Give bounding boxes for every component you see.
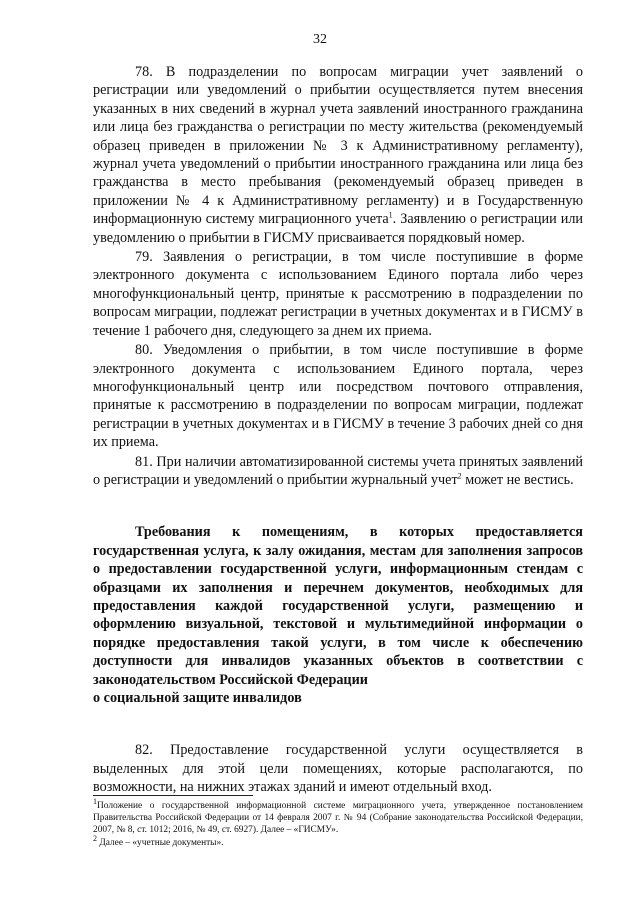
footnote-mark: 2 <box>93 833 97 843</box>
page-number: 32 <box>313 32 327 47</box>
footnote-ref-1: 1 <box>388 210 393 220</box>
paragraph-80 <box>93 341 583 451</box>
document-body <box>93 63 583 798</box>
paragraph-text: Заявления о регистрации, в том числе поступившие в форме электронного документа с использованием Единого портала либо через многофункциональный центр, принятые к рассмотрению в подразделении по вопросам миграции, подлежат регистрации в учетных документах и в ГИСМУ в течение 1 рабочего дня, следующего за днем их приема. <box>93 249 584 339</box>
footnote-2 <box>93 833 583 849</box>
paragraph-text: Предоставление государственной услуги осуществляется в выделенных для этой цели помещениях, которые располагаются, по возможности, на нижних этажах зданий и имеют отдельный вход. <box>93 742 584 796</box>
paragraph-78 <box>93 63 583 247</box>
footnote-ref-2: 2 <box>457 471 462 481</box>
footnote-divider <box>93 795 253 796</box>
footnote-text: Далее – «учетные документы». <box>99 837 224 848</box>
paragraph-text: Уведомления о прибытии, в том числе поступившие в форме электронного документа с использованием Единого портала, через многофункциональный центр или посредством почтового отправления, принятые к рассмотрению в подразделении по вопросам миграции, подлежат регистрации в учетных документах и в ГИСМУ в течение 3 рабочих дней со дня их приема. <box>93 342 584 451</box>
paragraph-number: 80. <box>135 342 153 359</box>
footnote-text: Положение о государственной информационной системе миграционного учета, утвержденное постановлением Правительства Российской Федерации от 14 февраля 2007 г. № 94 (Собрание законодательства Российской Федерации, 2007, № 8, ст. 1012; 2016, № 49, ст. 6927). Далее – «ГИСМУ». <box>93 801 583 836</box>
paragraph-text-tail: может не вестись. <box>461 471 574 488</box>
section-heading <box>93 523 583 707</box>
paragraph-text: При наличии автоматизированной системы учета принятых заявлений о регистрации и уведомлений о прибытии журнальный учет <box>93 453 583 488</box>
paragraph-82 <box>93 741 583 796</box>
paragraph-79 <box>93 248 583 340</box>
footnote-1 <box>93 796 583 837</box>
paragraph-text: В подразделении по вопросам миграции учет заявлений о регистрации или уведомлений о прибытии осуществляется путем внесения указанных в них сведений в журнал учета заявлений иностранного гражданина или лица без гражданства о регистрации по месту жительства (рекомендуемый образец приведен в приложении № 3 к Административному регламенту), журнал учета уведомлений о прибытии иностранного гражданина или лица без гражданства в место пребывания (рекомендуемый образец приведен в приложении № 4 к Административному регламенту) и в Государственную информационную систему миграционного учета <box>93 64 584 228</box>
paragraph-number: 82. <box>135 742 153 759</box>
paragraph-81 <box>93 453 583 490</box>
footnote-mark: 1 <box>93 796 97 806</box>
heading-last-line: о социальной защите инвалидов <box>93 690 302 706</box>
paragraph-number: 81. <box>135 453 153 470</box>
paragraph-text-tail: . Заявлению о регистрации или уведомлению о прибытии в ГИСМУ присваивается порядковый номер. <box>93 211 583 246</box>
heading-text: Требования к помещениям, в которых предоставляется государственная услуга, к залу ожидания, местам для заполнения запросов о предоставлении государственной услуги, информационным стендам с образцами их заполнения и перечнем документов, необходимых для предоставления каждой государственной услуги, размещению и оформлению визуальной, текстовой и мультимедийной информации о порядке предоставления такой услуги, в том числе к обеспечению доступности для инвалидов указанных объектов в соответствии с законодательством Российской Федерации <box>93 524 583 688</box>
paragraph-number: 79. <box>135 249 153 266</box>
paragraph-number: 78. <box>135 64 153 80</box>
footnotes <box>93 795 583 849</box>
